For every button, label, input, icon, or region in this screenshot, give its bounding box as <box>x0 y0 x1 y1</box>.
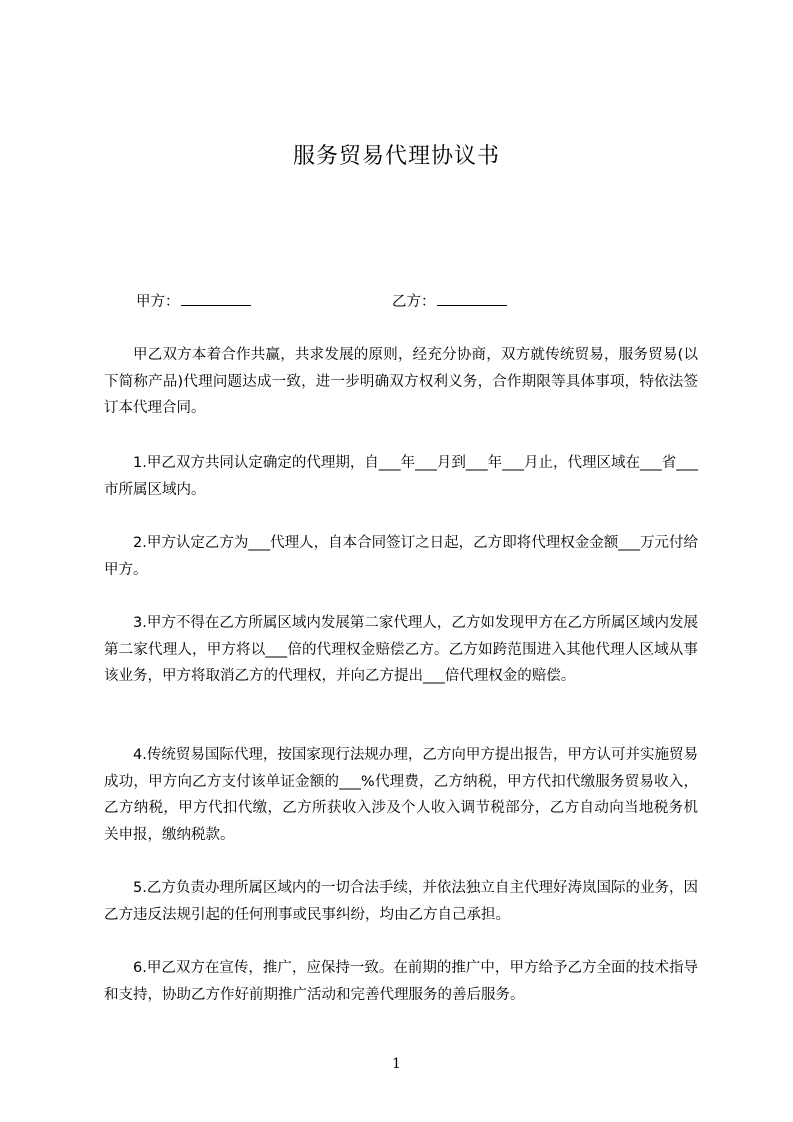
document-title: 服务贸易代理协议书 <box>292 144 500 169</box>
party-a <box>136 289 251 314</box>
clause-1: 1.甲乙双方共同认定确定的代理期，自___年___月到___年___月止，代理区域在___省___市所属区域内。 <box>104 455 698 498</box>
intro-paragraph: 甲乙双方本着合作共赢，共求发展的原则，经充分协商，双方就传统贸易，服务贸易(以下简称产品)代理问题达成一致，进一步明确双方权利义务，合作期限等具体事项，特依法签订本代理合同。 <box>104 347 698 416</box>
party-b-blank <box>437 289 507 306</box>
parties-line <box>0 289 793 313</box>
party-b <box>392 289 507 314</box>
page-number: 1 <box>392 1056 401 1072</box>
clause-4: 4.传统贸易国际代理，按国家现行法规办理，乙方向甲方提出报告，甲方认可并实施贸易成功，甲方向乙方支付该单证金额的___%代理费，乙方纳税，甲方代扣代缴服务贸易收入，乙方纳税，甲方代扣代缴，乙方所获收入涉及个人收入调节税部分，乙方自动向当地税务机关申报，缴纳税款。 <box>104 747 698 843</box>
party-a-label: 甲方： <box>136 294 180 310</box>
party-a-blank <box>181 289 251 306</box>
clause-3: 3.甲方不得在乙方所属区域内发展第二家代理人，乙方如发现甲方在乙方所属区域内发展第二家代理人，甲方将以___倍的代理权金赔偿乙方。乙方如跨范围进入其他代理人区域从事该业务，甲方将取消乙方的代理权，并向乙方提出___倍代理权金的赔偿。 <box>104 615 698 684</box>
clause-2: 2.甲方认定乙方为___代理人，自本合同签订之日起，乙方即将代理权金金额___万元付给甲方。 <box>104 535 698 578</box>
party-b-label: 乙方： <box>392 294 436 310</box>
clause-6: 6.甲乙双方在宣传，推广，应保持一致。在前期的推广中，甲方给予乙方全面的技术指导和支持，协助乙方作好前期推广活动和完善代理服务的善后服务。 <box>104 960 698 1003</box>
clause-5: 5.乙方负责办理所属区域内的一切合法手续，并依法独立自主代理好涛岚国际的业务，因乙方违反法规引起的任何刑事或民事纠纷，均由乙方自己承担。 <box>104 880 698 923</box>
